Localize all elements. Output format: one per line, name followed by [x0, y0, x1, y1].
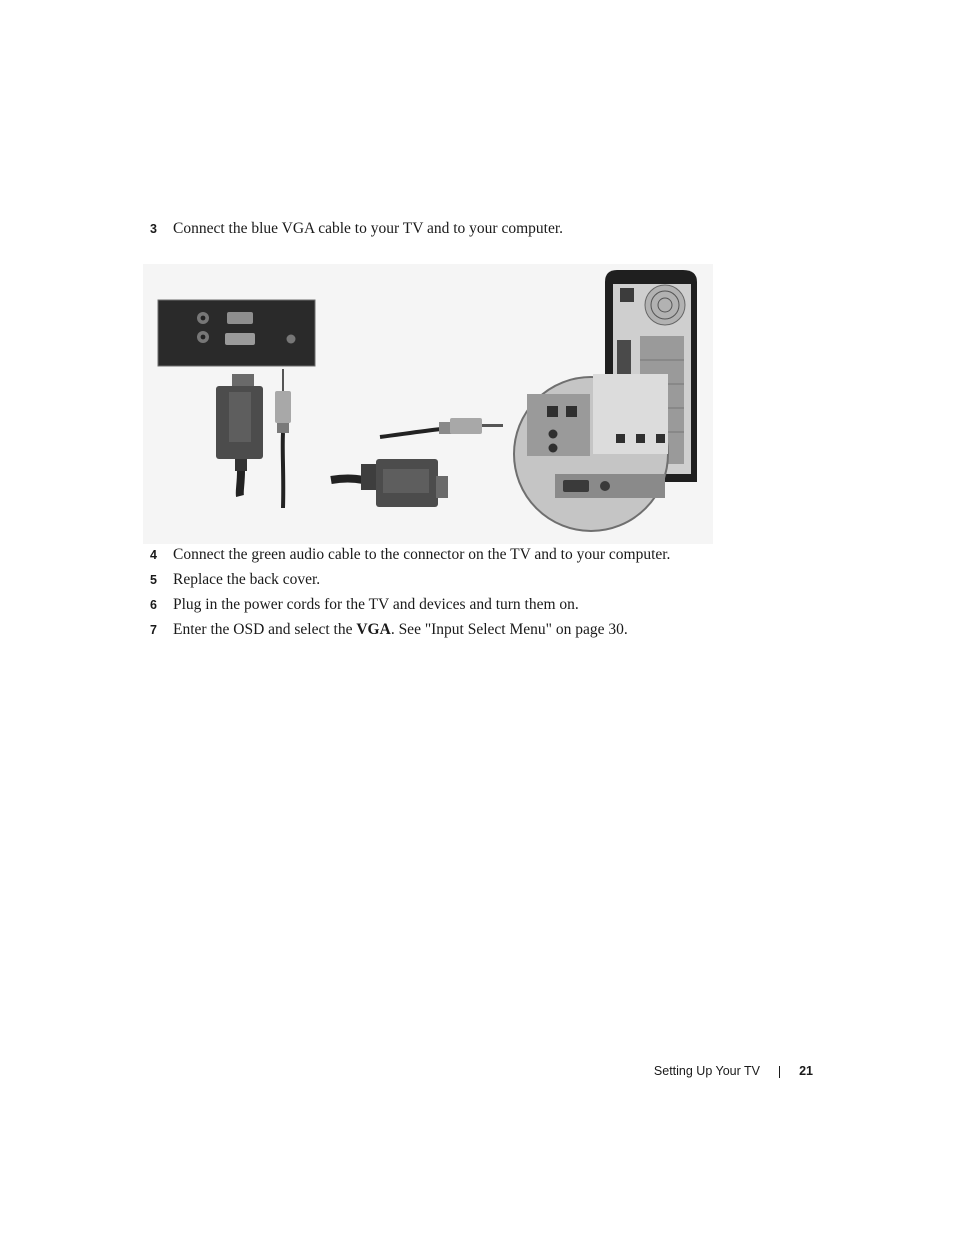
step-number: 6 [150, 598, 157, 612]
step-text-after: . See "Input Select Menu" on page 30. [390, 621, 628, 638]
footer-separator [779, 1066, 780, 1078]
footer-section-title: Setting Up Your TV [653, 1064, 760, 1078]
tv-connector-panel [158, 300, 315, 366]
cable-connection-figure [143, 264, 713, 544]
vga-port-computer [563, 480, 589, 492]
dvi-port [225, 333, 255, 345]
step-text: Connect the blue VGA cable to your TV and to your computer. [173, 220, 564, 237]
step-text: Replace the back cover. [173, 571, 321, 588]
page-footer [500, 1061, 814, 1081]
page-number: 21 [799, 1064, 813, 1078]
step-number: 7 [150, 623, 157, 637]
step-text-before: Enter the OSD and select the [173, 621, 357, 638]
vga-keyword: VGA [356, 621, 391, 638]
computer-ports-inset [514, 374, 668, 531]
step-text: Plug in the power cords for the TV and devices and turn them on. [173, 596, 579, 613]
step-6 [150, 595, 579, 615]
step-4 [150, 545, 670, 565]
step-number: 4 [150, 548, 157, 562]
step-number: 3 [150, 222, 157, 236]
step-7 [150, 620, 628, 640]
cable-connection-illustration [143, 264, 713, 544]
audio-line-out-jack [549, 430, 558, 439]
step-5 [150, 570, 320, 590]
power-socket [620, 288, 634, 302]
step-3 [150, 219, 563, 239]
step-text: Connect the green audio cable to the connector on the TV and to your computer. [173, 546, 671, 563]
vga-port [227, 312, 253, 324]
step-number: 5 [150, 573, 157, 587]
